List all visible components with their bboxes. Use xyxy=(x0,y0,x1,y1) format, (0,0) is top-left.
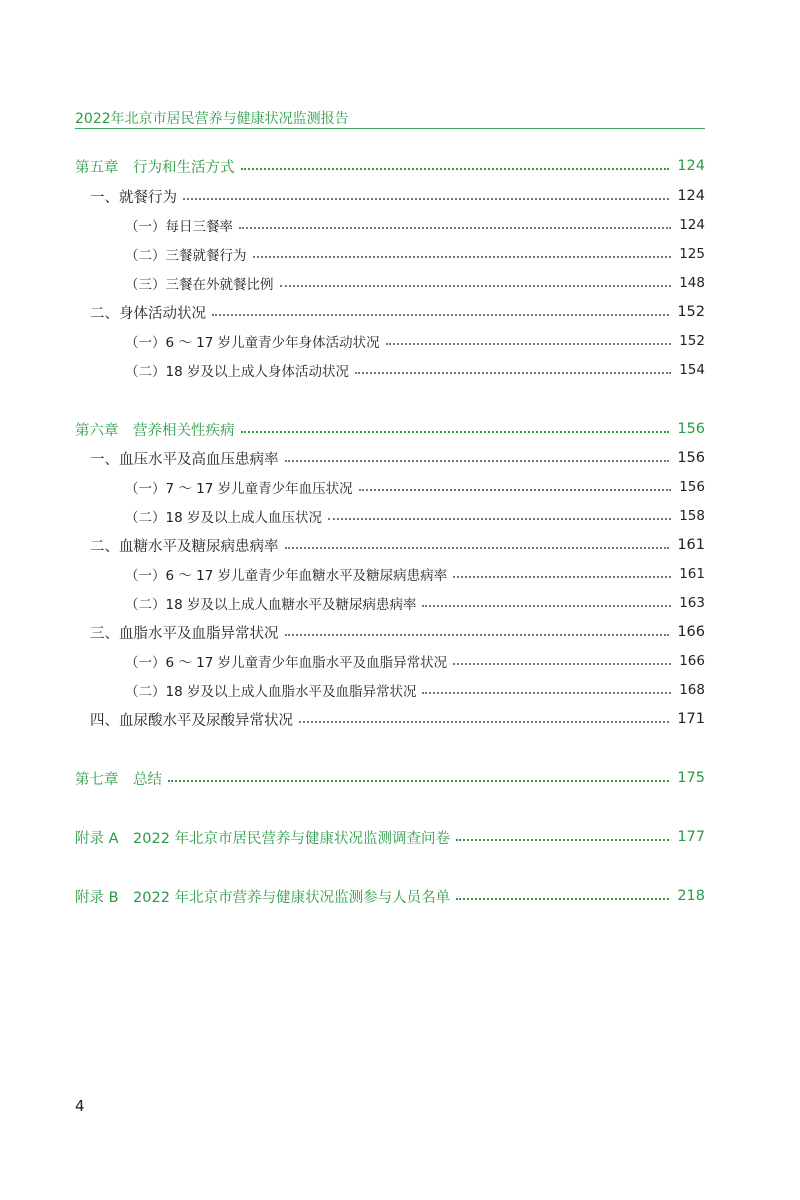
leader-dots xyxy=(239,227,671,229)
toc-entry-title: （一）6 ～ 17 岁儿童青少年血脂水平及血脂异常状况 xyxy=(125,655,448,671)
toc-subsection[interactable] xyxy=(75,592,705,614)
toc-entry-page: 152 xyxy=(677,304,705,320)
toc-entry-page: 161 xyxy=(679,566,705,582)
leader-dots xyxy=(422,692,671,694)
leader-dots xyxy=(456,898,669,900)
toc-entry-page: 175 xyxy=(677,770,705,786)
leader-dots xyxy=(299,721,669,723)
toc-subsection[interactable] xyxy=(75,214,705,236)
toc-entry-page: 166 xyxy=(677,624,705,640)
toc-entry-page: 166 xyxy=(679,653,705,669)
leader-dots xyxy=(359,489,672,491)
toc-section[interactable] xyxy=(75,447,705,469)
toc-subsection[interactable] xyxy=(75,476,705,498)
toc-entry-title: 第七章 总结 xyxy=(75,771,162,788)
toc-entry-page: 148 xyxy=(679,275,705,291)
toc-appendix-b[interactable] xyxy=(75,885,705,907)
page-number: 4 xyxy=(75,1097,85,1115)
leader-dots xyxy=(280,285,672,287)
toc-entry-title: （二）18 岁及以上成人血糖水平及糖尿病患病率 xyxy=(125,597,417,613)
toc-subsection[interactable] xyxy=(75,359,705,381)
toc-entry-title: 附录 A 2022 年北京市居民营养与健康状况监测调查问卷 xyxy=(75,830,451,847)
leader-dots xyxy=(422,605,671,607)
toc-chapter-7[interactable] xyxy=(75,767,705,789)
leader-dots xyxy=(456,839,669,841)
toc-entry-page: 125 xyxy=(679,246,705,262)
toc-subsection[interactable] xyxy=(75,650,705,672)
toc-entry-page: 161 xyxy=(677,537,705,553)
toc-entry-title: （二）18 岁及以上成人身体活动状况 xyxy=(125,364,349,380)
toc-entry-title: （二）18 岁及以上成人血脂水平及血脂异常状况 xyxy=(125,684,417,700)
leader-dots xyxy=(355,372,671,374)
toc-entry-title: 四、血尿酸水平及尿酸异常状况 xyxy=(90,712,293,729)
toc-section[interactable] xyxy=(75,301,705,323)
toc-entry-page: 154 xyxy=(679,362,705,378)
toc-subsection[interactable] xyxy=(75,243,705,265)
toc-subsection[interactable] xyxy=(75,563,705,585)
toc-entry-page: 124 xyxy=(679,217,705,233)
toc-entry-title: 第五章 行为和生活方式 xyxy=(75,159,235,176)
toc-subsection[interactable] xyxy=(75,330,705,352)
toc-entry-page: 171 xyxy=(677,711,705,727)
running-header: 2022年北京市居民营养与健康状况监测报告 xyxy=(75,111,349,127)
leader-dots xyxy=(453,576,671,578)
leader-dots xyxy=(285,460,670,462)
toc-entry-title: （二）18 岁及以上成人血压状况 xyxy=(125,510,322,526)
leader-dots xyxy=(453,663,671,665)
toc-entry-page: 152 xyxy=(679,333,705,349)
toc-section[interactable] xyxy=(75,708,705,730)
toc-entry-page: 156 xyxy=(679,479,705,495)
toc-entry-page: 163 xyxy=(679,595,705,611)
leader-dots xyxy=(183,198,669,200)
toc-section[interactable] xyxy=(75,185,705,207)
toc-chapter-5[interactable] xyxy=(75,155,705,177)
leader-dots xyxy=(241,431,670,433)
toc-subsection[interactable] xyxy=(75,679,705,701)
toc-entry-title: 第六章 营养相关性疾病 xyxy=(75,422,235,439)
toc-subsection[interactable] xyxy=(75,272,705,294)
leader-dots xyxy=(386,343,672,345)
toc-entry-title: （一）6 ～ 17 岁儿童青少年血糖水平及糖尿病患病率 xyxy=(125,568,448,584)
toc-entry-page: 156 xyxy=(677,421,705,437)
toc-entry-title: 一、血压水平及高血压患病率 xyxy=(90,451,279,468)
leader-dots xyxy=(285,634,670,636)
toc-entry-title: （三）三餐在外就餐比例 xyxy=(125,277,274,293)
toc-entry-title: 二、血糖水平及糖尿病患病率 xyxy=(90,538,279,555)
toc-entry-title: （二）三餐就餐行为 xyxy=(125,248,247,264)
toc-entry-page: 124 xyxy=(677,158,705,174)
toc-entry-page: 156 xyxy=(677,450,705,466)
toc-entry-title: 一、就餐行为 xyxy=(90,189,177,206)
toc-entry-title: 附录 B 2022 年北京市营养与健康状况监测参与人员名单 xyxy=(75,889,451,906)
leader-dots xyxy=(212,314,669,316)
toc-entry-page: 177 xyxy=(677,829,705,845)
toc-entry-title: （一）7 ～ 17 岁儿童青少年血压状况 xyxy=(125,481,353,497)
toc-appendix-a[interactable] xyxy=(75,826,705,848)
toc-subsection[interactable] xyxy=(75,505,705,527)
toc-entry-title: （一）6 ～ 17 岁儿童青少年身体活动状况 xyxy=(125,335,380,351)
toc-section[interactable] xyxy=(75,621,705,643)
leader-dots xyxy=(241,168,670,170)
toc-chapter-6[interactable] xyxy=(75,418,705,440)
table-of-contents xyxy=(75,0,705,1200)
toc-entry-page: 158 xyxy=(679,508,705,524)
leader-dots xyxy=(253,256,672,258)
toc-entry-page: 124 xyxy=(677,188,705,204)
toc-entry-title: 二、身体活动状况 xyxy=(90,305,206,322)
leader-dots xyxy=(328,518,671,520)
leader-dots xyxy=(168,780,669,782)
toc-entry-title: （一）每日三餐率 xyxy=(125,219,233,235)
toc-entry-title: 三、血脂水平及血脂异常状况 xyxy=(90,625,279,642)
toc-entry-page: 168 xyxy=(679,682,705,698)
leader-dots xyxy=(285,547,670,549)
toc-entry-page: 218 xyxy=(677,888,705,904)
toc-section[interactable] xyxy=(75,534,705,556)
